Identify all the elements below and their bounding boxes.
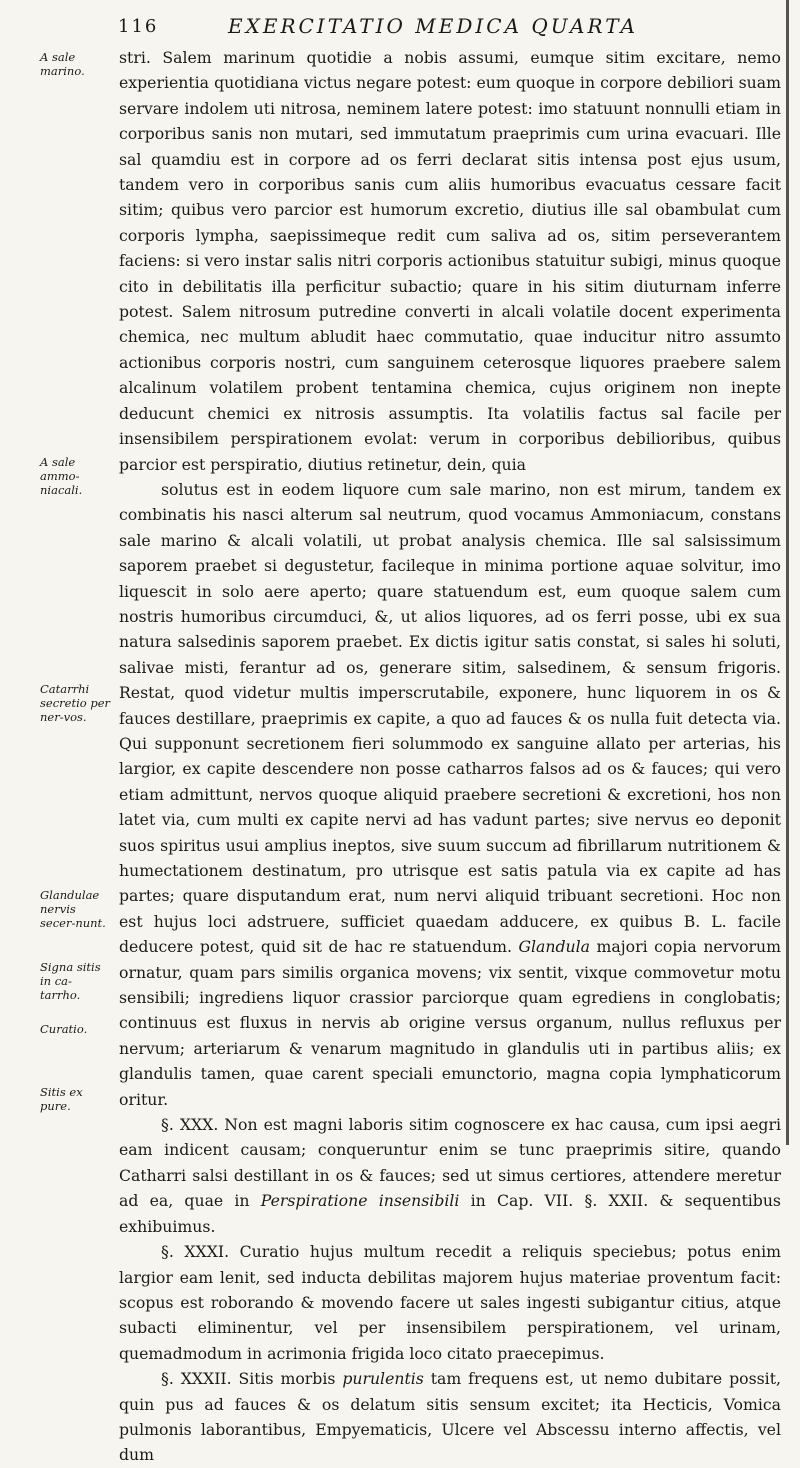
paragraph-p3 bbox=[119, 1112, 781, 1239]
running-title: EXERCITATIO MEDICA QUARTA bbox=[228, 14, 638, 38]
margin-note: Signa sitis in ca-tarrho. bbox=[40, 960, 101, 1002]
text-run: purulentis bbox=[342, 1369, 424, 1389]
running-header bbox=[118, 12, 768, 42]
text-run: stri. Salem marinum quotidie a nobis assumi, eumque sitim excitare, nemo experientia quotidiana victus negare potest: eum quoque in corpore debiliori suam servare indolem uti nitrosa, neminem latere potest: imo statuunt nonnulli etiam in corporibus sanis non mutari, sed immutatum praeprimis cum urina evacuari. Ille sal quamdiu est in corpore ad os ferri declarat sitis intensa post ejus usum, tandem vero in corporibus sanis cum aliis humoribus evacuatus cessare facit sitim; quibus vero parcior est humorum excretio, diutius ille sal obambulat cum corporis lympha, saepissimeque redit cum saliva ad os, sitim perseverantem faciens: si vero instar salis nitri corporis actionibus statuitur subigi, minus quoque cito in debilitatis illa perficitur subactio; quare in his sitim diuturnam inferre potest. Salem nitrosum putredine converti in alcali volatile docent experimenta chemica, nec multum abludit haec commutatio, quae inducitur nitro assumto actionibus corporis nostri, cum sanguinem ceterosque liquores praebere salem alcalinum volatilem probent tentamina chemica, cujus originem non inepte deducunt chemici ex nitrosis assumptis. Ita volatilis factus sal facile per insensibilem perspirationem evolat: verum in corporibus debilioribus, quibus parcior est perspiratio, diutius retinetur, dein, quia bbox=[119, 48, 781, 474]
text-run: Perspiratione insensibili bbox=[260, 1191, 460, 1211]
paragraph-p5 bbox=[119, 1366, 781, 1468]
text-run: Glandula bbox=[518, 937, 591, 957]
paragraph-p1 bbox=[119, 45, 781, 477]
paragraph-p2 bbox=[119, 477, 781, 1112]
text-run: §. XXXI. Curatio hujus multum recedit a reliquis speciebus; potus enim largior eam lenit, sed inducta debilitas majorem hujus materiae proventum facit: scopus est roborando & movendo facere ut sales ingesti subigantur citius, atque subacti eliminentur, vel per insensibilem perspirationem, vel urinam, quemadmodum in acrimonia frigida loco citato praecepimus. bbox=[119, 1242, 781, 1363]
text-run: tam frequens est, ut nemo dubitare possit, quin pus ad fauces & os delatum sitis sensum excitet; ita Hecticis, Vomica pulmonis laborantibus, Empyematicis, Ulcere vel Abscessu interno affectis, vel dum bbox=[119, 1369, 781, 1465]
margin-note: A sale ammo-niacali. bbox=[40, 455, 83, 497]
page-number: 116 bbox=[118, 16, 159, 37]
text-run: §. XXXII. Sitis morbis bbox=[161, 1369, 343, 1389]
margin-note: Catarrhi secretio per ner-vos. bbox=[40, 682, 110, 724]
margin-note: Curatio. bbox=[40, 1022, 88, 1036]
text-run: majori copia nervorum ornatur, quam pars similis organica movens; vix sentit, vixque commovetur motu sensibili; ingrediens liquor crassior parciorque quam egrediens in conglobatis; continuus est fluxus in nervis ab origine versus organum, nullus refluxus per nervum; arteriarum & venarum magnitudo in glandulis uti in partibus aliis; ex glandulis tamen, quae carent speciali emunctorio, magna copia lymphaticorum oritur. bbox=[119, 937, 781, 1109]
text-run: in Cap. VII. §. XXII. & sequentibus exhibuimus. bbox=[119, 1191, 781, 1236]
margin-note: A sale marino. bbox=[40, 50, 85, 78]
page-edge bbox=[786, 0, 789, 1145]
paragraph-p4 bbox=[119, 1239, 781, 1366]
text-run: §. XXX. Non est magni laboris sitim cognoscere ex hac causa, cum ipsi aegri eam indicent causam; conqueruntur enim se tunc praeprimis sitire, quando Catharri salsi destillant in os & fauces; sed ut simus certiores, attendere meretur ad ea, quae in bbox=[119, 1115, 781, 1211]
body-text bbox=[119, 45, 781, 1468]
margin-note: Sitis ex pure. bbox=[40, 1085, 83, 1113]
margin-note: Glandulae nervis secer-nunt. bbox=[40, 888, 106, 930]
text-run: solutus est in eodem liquore cum sale marino, non est mirum, tandem ex combinatis his nasci alterum sal neutrum, quod vocamus Ammoniacum, constans sale marino & alcali volatili, ut probat analysis chemica. Ille sal salsissimum saporem praebet si degustetur, facileque in minima portione aquae solvitur, imo liquescit in solo aere aperto; quare statuendum est, eum quoque salem cum nostris humoribus circumduci, &, ut alios liquores, ad os ferri posse, ubi ex sua natura salsedinis saporem praebet. Ex dictis igitur satis constat, si sales hi soluti, salivae misti, ferantur ad os, generare sitim, salsedinem, & sensum frigoris. Restat, quod videtur multis imperscrutabile, exponere, hunc liquorem in os & fauces destillare, praeprimis ex capite, a quo ad fauces & os nulla fuit detecta via. Qui supponunt secretionem fieri solummodo ex sanguine allato per arterias, his largior, ex capite descendere non posse catharros falsos ad os & fauces; qui vero etiam admittunt, nervos quoque aliquid praebere secretioni & excretioni, hos non latet via, cum multi ex capite nervi ad has vadunt partes; sive nervus eo deponit suos spiritus usui amplius ineptos, sive suum succum ad fibrillarum nutritionem & humectationem destinatum, pro utrisque est satis patula via ex capite ad has partes; quare disputandum erat, num nervi aliquid tribuant secretioni. Hoc non est hujus loci adstruere, sufficiet quaedam adducere, ex quibus B. L. facile deducere potest, quid sit de hac re statuendum. bbox=[119, 479, 781, 957]
